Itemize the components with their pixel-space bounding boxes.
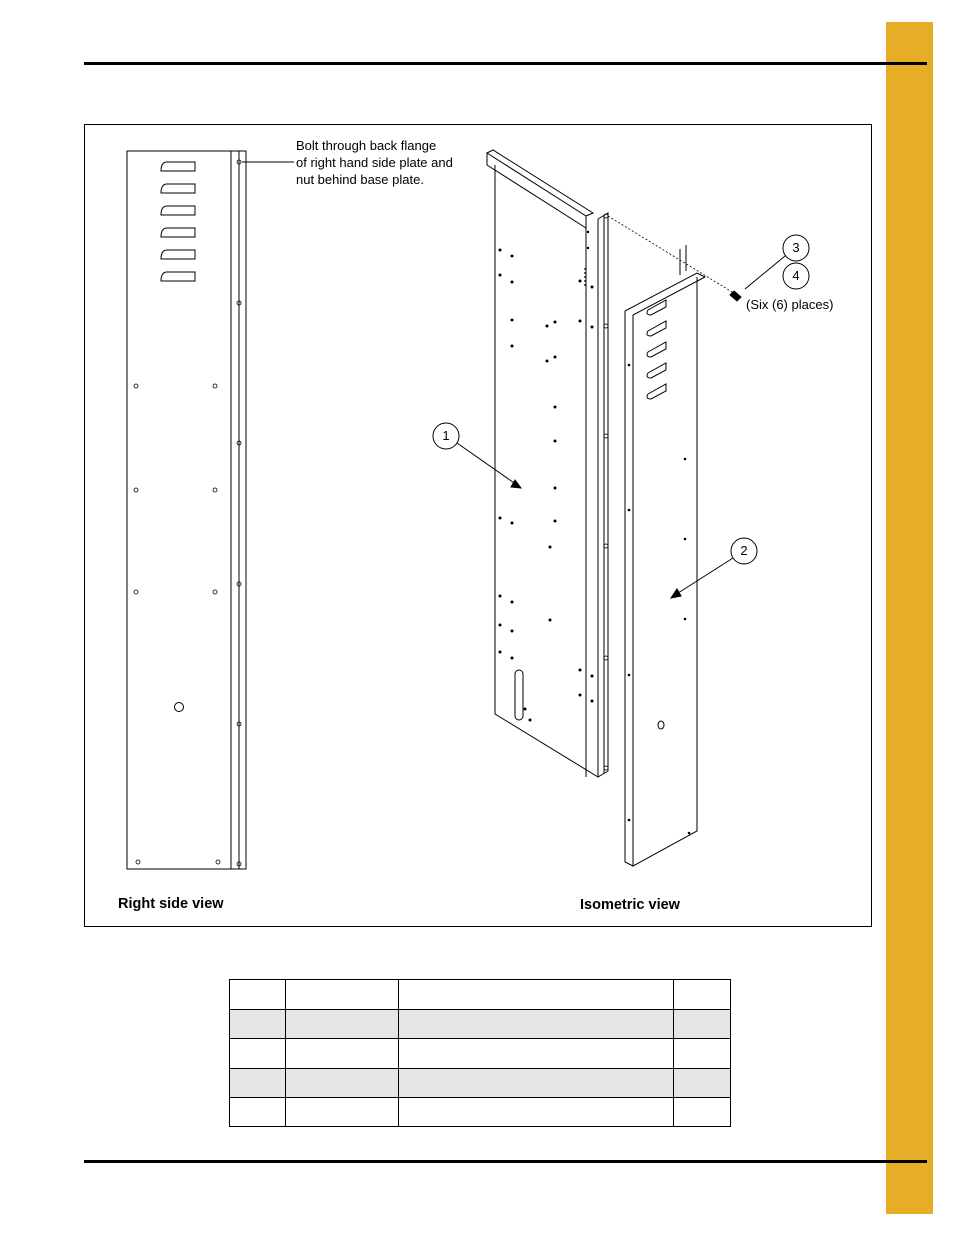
bolt-callout-line-1: Bolt through back flange bbox=[296, 138, 437, 153]
table-cell bbox=[230, 1010, 286, 1039]
balloon-2-label: 2 bbox=[740, 543, 748, 558]
balloon-3-label: 3 bbox=[792, 240, 800, 255]
table-cell bbox=[286, 1097, 399, 1126]
table-cell bbox=[230, 1097, 286, 1126]
table-cell bbox=[399, 1068, 674, 1097]
base-plate-drawing bbox=[487, 150, 608, 777]
table-cell bbox=[674, 1068, 731, 1097]
bolt-callout-line-3: nut behind base plate. bbox=[296, 172, 424, 187]
assembly-figure bbox=[84, 124, 872, 927]
header-part bbox=[286, 980, 399, 1010]
table-cell bbox=[674, 1010, 731, 1039]
table-cell bbox=[674, 1039, 731, 1068]
assembly-drawing bbox=[85, 125, 873, 928]
header-rule bbox=[84, 62, 927, 65]
header-qty bbox=[674, 980, 731, 1010]
isometric-view-caption: Isometric view bbox=[580, 897, 680, 913]
table-row bbox=[230, 1097, 731, 1126]
header-description bbox=[399, 980, 674, 1010]
table-row bbox=[230, 1068, 731, 1097]
right-side-view-caption: Right side view bbox=[118, 896, 224, 912]
table-cell bbox=[286, 1010, 399, 1039]
balloon-4-label: 4 bbox=[792, 268, 800, 283]
table-row bbox=[230, 1010, 731, 1039]
table-cell bbox=[230, 1068, 286, 1097]
bolt-callout-line-2: of right hand side plate and bbox=[296, 155, 453, 170]
fastener-icon bbox=[730, 291, 741, 301]
footer-rule bbox=[84, 1160, 927, 1163]
table-cell bbox=[399, 1010, 674, 1039]
table-cell bbox=[286, 1068, 399, 1097]
table-row bbox=[230, 1039, 731, 1068]
fastener-quantity-note: (Six (6) places) bbox=[746, 297, 834, 312]
chapter-tab bbox=[886, 22, 933, 1214]
table-cell bbox=[674, 1097, 731, 1126]
table-cell bbox=[286, 1039, 399, 1068]
parts-table bbox=[229, 979, 731, 1127]
header-ref bbox=[230, 980, 286, 1010]
right-side-view-drawing bbox=[127, 151, 294, 869]
table-cell bbox=[230, 1039, 286, 1068]
parts-table-header bbox=[230, 980, 731, 1010]
balloon-1-label: 1 bbox=[442, 428, 450, 443]
table-cell bbox=[399, 1039, 674, 1068]
side-plate-drawing bbox=[625, 245, 705, 866]
table-cell bbox=[399, 1097, 674, 1126]
assembly-line bbox=[608, 216, 737, 295]
